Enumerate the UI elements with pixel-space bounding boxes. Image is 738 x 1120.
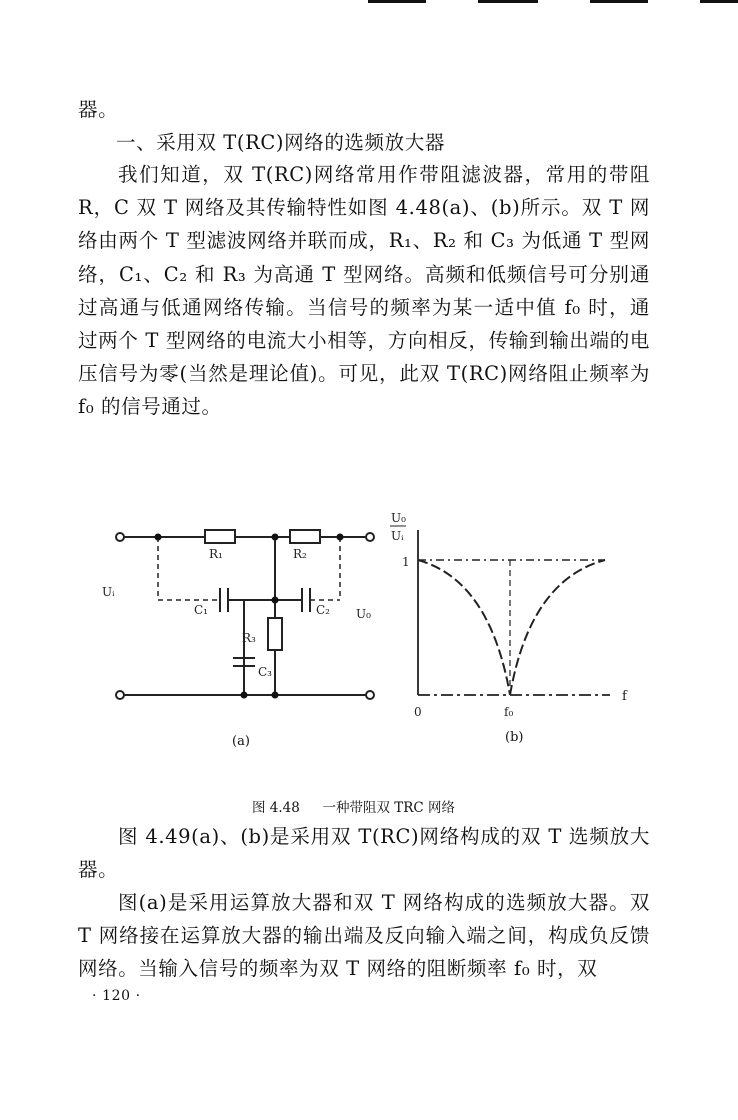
label-uo: U₀ (356, 607, 371, 621)
label-r3: R₃ (242, 631, 256, 645)
plot-y-den: Uᵢ (391, 529, 404, 543)
caption-text: 一种带阻双 TRC 网络 (322, 800, 456, 816)
page-number: · 120 · (92, 988, 141, 1004)
lead-fragment: 器。 (78, 98, 119, 121)
response-plot (418, 530, 610, 695)
subfigure-a-label: (a) (232, 734, 250, 749)
label-c2: C₂ (316, 603, 330, 617)
header-rule-2 (478, 0, 538, 3)
label-r1: R₁ (209, 547, 223, 561)
section-heading: 一、采用双 T(RC)网络的选频放大器 (116, 131, 445, 154)
plot-origin: 0 (414, 705, 422, 719)
caption-number: 图 4.48 (252, 800, 300, 816)
plot-y-tick: 1 (402, 555, 410, 569)
paragraph-2: 图 4.49(a)、(b)是采用双 T(RC)网络构成的双 T 选频放大器。 (78, 825, 650, 882)
circuit-diagram (116, 530, 374, 699)
label-c3: C₃ (258, 665, 272, 679)
plot-y-num: U₀ (391, 511, 406, 525)
header-rule-3 (590, 0, 648, 3)
label-c1: C₁ (194, 603, 208, 617)
figure-4-48 (100, 500, 640, 760)
plot-x-axis: f (622, 689, 627, 704)
paragraph-1: 我们知道，双 T(RC)网络常用作带阻滤波器，常用的带阻 R，C 双 T 网络及其传输特性如图 4.48(a)、(b)所示。双 T 网络由两个 T 型滤波网络并联而成，R₁、R₂ 和 C₃ 为低通 T 型网络，C₁、C₂ 和 R₃ 为高通 T 型网络。高频和低频信号可分别通过高通与低通网络传输。当信号的频率为某一适中值 f₀ 时，通过两个 T 型网络的电流大小相等，方向相反，传输到输出端的电压信号为零(当然是理论值)。可见，此双 T(RC)网络阻止频率为 f₀ 的信号通过。 (78, 163, 650, 419)
label-ui: Uᵢ (102, 585, 115, 599)
plot-x-tick: f₀ (504, 705, 514, 719)
paragraph-3: 图(a)是采用运算放大器和双 T 网络构成的选频放大器。双 T 网络接在运算放大器的输出端及反向输入端之间，构成负反馈网络。当输入信号的频率为双 T 网络的阻断频率 f₀ 时，双 (78, 891, 650, 981)
header-rule-4 (700, 0, 738, 3)
subfigure-b-label: (b) (505, 730, 524, 745)
figure-drawing (100, 500, 640, 760)
figure-caption (252, 796, 455, 816)
header-rule-1 (368, 0, 426, 3)
label-r2: R₂ (293, 547, 307, 561)
